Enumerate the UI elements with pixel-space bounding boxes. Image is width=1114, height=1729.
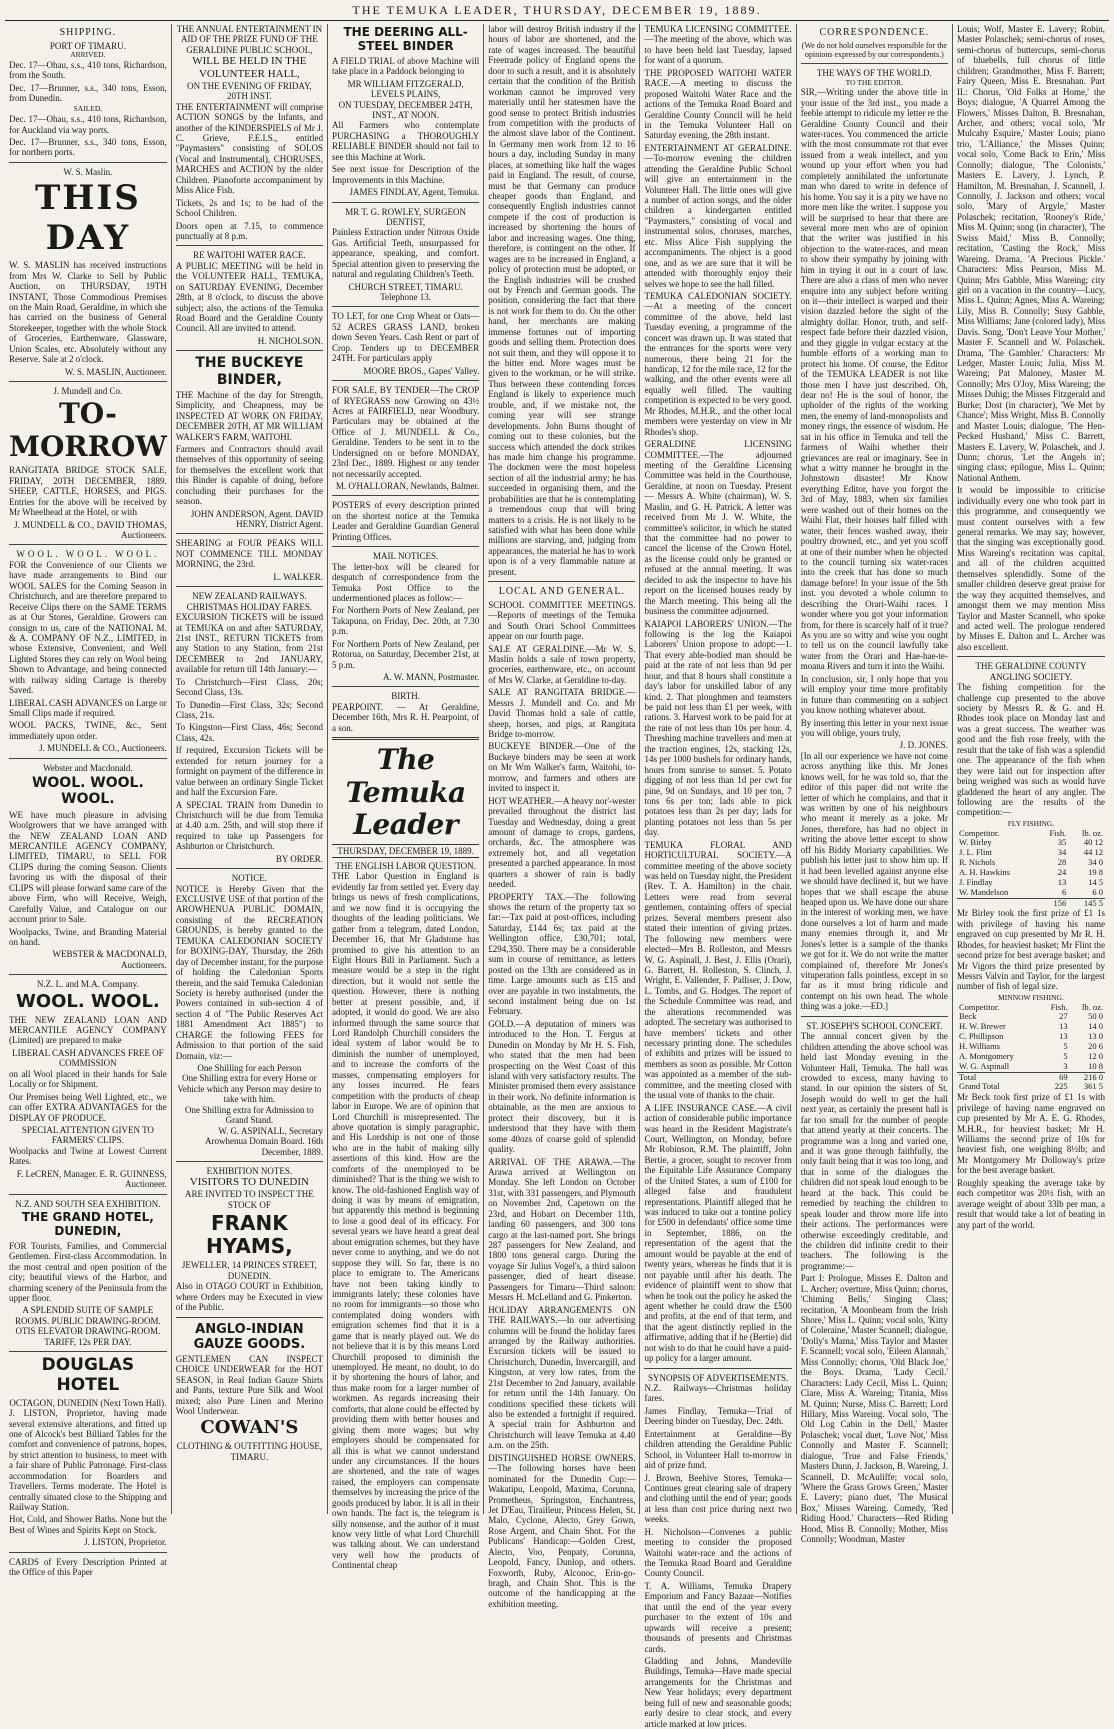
wool-packs: WOOL PACKS, TWINE, &c., Sent immediately upon order. — [9, 720, 167, 741]
webster-signature: WEBSTER & MACDONALD, Auctioneers. — [52, 949, 167, 970]
ways-heading: THE WAYS OF THE WORLD. — [816, 68, 932, 79]
table-cell: 5 — [1063, 1050, 1068, 1061]
table-header-cell: Fish. — [1050, 1001, 1068, 1012]
otago-court: Also in OTAGO COURT in Exhibition, where Orders may be Executed in view of the Public. — [175, 1281, 323, 1313]
synopsis-item: Entertainment at Geraldine—By children attending the Geraldine Public School, in Volunteer Hall to-morrow in aid of prize fund. — [644, 1428, 792, 1471]
nzlm-wool-heading: WOOL. WOOL. — [15, 990, 160, 1012]
table-cell: 44 12 — [1083, 847, 1103, 858]
rowley-heading: MR T. G. ROWLEY, SURGEON DENTIST, — [345, 206, 466, 227]
table-cell: R. Nichols — [958, 857, 996, 868]
table-cell: H. Williams — [958, 1041, 1000, 1051]
table-cell: 6 — [1061, 886, 1067, 897]
table-cell: 35 — [1057, 837, 1067, 848]
table-cell: C. Phillipson — [958, 1031, 1004, 1042]
christmas-fares-heading: CHRISTMAS HOLIDAY FARES. — [186, 601, 313, 612]
exhibition-notes-heading: EXHIBITION NOTES. — [206, 1165, 293, 1176]
programme: Part I: Prologue, Misses E. Dalton and L. Archer; overture, Miss Quinn; chorus, 'Chiming Bells,' Singing Class; recitation, 'A Moonbeam from the Irish Shore,' Miss L. Quinn; vocal solo, 'Kitty of Coleraine,' Master Scannell; dialogue, 'Dolly's Mama,' Miss Taylor and Master F. Scannell; vocal solo, 'Eileen Alannah,' Miss Connolly; chorus, 'Old Black Joe,' the Boys. Drama, 'Lady Cecil.' Characters: Lady Cecil, Miss L. Quinn; Clare, Miss A. Wareing; Titania, Miss M. Quinn; Nurse, Miss C. Barrett; Lord Hillary, Miss Wareing. Vocal solo, 'The Old Log Cabin in the Dell,' Master Polaschek; vocal duet, 'Love Not,' Miss Connolly and Master F. Scannell; dialogue, 'True and False Friends,' Masters Dunn, J. Jackson, B. Wareing, J. Scannell, D. McAuliffe; vocal solo, 'Where the Grass Grows Green,' Master E. Lavery; piano duet, 'The Musical Box,' Misses Wareing. Comedy, 'Red Riding Hood.' Characters—Red Riding Hood, Miss B. Connolly; Mother, Miss Connolly; Woodman, Master — [800, 1273, 948, 1545]
table-cell: 13 0 — [1088, 1031, 1103, 1042]
letter-body-3: By inserting this letter in your next issue you will oblige, yours truly, — [800, 717, 948, 738]
nzlm-ad-3: Our Premises being Well Lighted, etc., we can offer EXTRA ADVANTAGES for the DISPLAY OF PRODUCE. — [9, 1091, 167, 1123]
letter-signature: J. D. JONES. — [899, 740, 948, 751]
nzlm-ad: THE NEW ZEALAND LOAN AND MERCANTILE AGENCY COMPANY (Limited) are prepared to make — [9, 1014, 167, 1046]
table-header-row — [957, 1003, 1105, 1013]
mundell-heading: J. Mundell and Co. — [53, 386, 123, 397]
to-let-signature: MOORE BROS., Gapes' Valley. — [363, 365, 480, 376]
shipping-heading: SHIPPING. — [59, 27, 117, 38]
table-header-cell: Competitor. — [958, 827, 1000, 838]
waitohi-signature: H. NICHOLSON. — [257, 335, 323, 346]
exhibition-heading: N.Z. AND SOUTH SEA EXHIBITION. — [15, 1198, 161, 1209]
masthead: THE TEMUKA LEADER, THURSDAY, DECEMBER 19, 1889. — [5, 4, 1109, 21]
table-total-row — [957, 898, 1105, 908]
sailing-entry: Dec. 17—Brunner, s.s., 340 tons, Esson, for northern ports. — [9, 137, 167, 158]
fly-fishing-body: Mr Birley took the first prize of £1 1s with privilege of having his name engraved on cup presented by Mr R. H. Rhodes, for heaviest basket; Mr Flint the second prize for best average basket; and Mr Vigors the third prize presented by Messrs Valvin and Taylor, for the largest number of fish of legal size. — [956, 908, 1105, 992]
notice-body: NOTICE is Hereby Given that the EXCLUSIVE USE of that portion of the AROWHENUA PUBLIC DOMAIN, consisting of the RECREATION GROUNDS, is hereby granted to the TEMUKA CALEDONIAN SOCIETY for BOXING-DAY, Thursday, the 26th day of December instant, for the purpose of holding the Caledonian Sports therein, and the said Temuka Caledonian Society is hereby authorised (under the Powers contained in sub-section 4 of section 4 of "The Public Reserves Act 1881 Amendment Act 1885") to CHARGE the following FEES for Admission to that portion of the said Domain, viz:— — [175, 883, 323, 1061]
fare-dunedin: To Dunedin—First Class, 32s; Second Class, 21s. — [175, 699, 323, 721]
table-cell: 14 0 — [1088, 1021, 1103, 1032]
local-item: KAIAPOI LABORERS' UNION.—The following is the log the Kaiapoi Laborers' Union propose to adopt:—1. That every able-bodied man should be paid at the rate of not less than 9d per hour, and that 8 hours shall constitute a day's labor for unskilled labor of any kind. 2. That ploughmen and teamsters be paid not less than £1 per week, with rations. 3. Harvest work to be paid for at the rate of not less than 10s per hour. 4. Threshing machine travellers and men at the traction engines, 12s, stacking 12s, 14s per 1000 bushels for ordinary hands, hours from sunrise to sunset. 5. Potato digging of not less than 1d per cwt for pine, 9d on Sundays, and 10 per ton, 7 tons 6s per ton; lads able to pick potatoes less than 2s per day; lads for planting potatoes not less than 5s per day. — [644, 618, 792, 838]
fee-stand: One Shilling extra for Admission to Grand Stand. — [185, 1104, 314, 1126]
table-cell: W. Birley — [958, 837, 992, 848]
table-cell: J. Findlay — [958, 876, 993, 887]
angling-heading: THE GERALDINE COUNTY ANGLING SOCIETY. — [975, 661, 1087, 682]
mail-heading: MAIL NOTICES. — [373, 551, 439, 562]
synopsis-item: N.Z. Railways—Christmas holiday fares. — [644, 1383, 792, 1404]
table-cell: 24 — [1057, 866, 1067, 877]
local-item: ARRIVAL OF THE ARAWA.—The Arawa arrived at Wellington on Monday. She left London on October 31st, with 331 passengers, and Plymouth on November 2nd, Capetown on the 23rd, and Hobart on December 11th, landing 60 passengers, and 300 tons cargo at the last-named port. She brings 287 passengers for New Zealand, and 1800 tons general cargo. During the voyage Sir Julius Vogel's, a third saloon passenger, died of heart disease. Passengers for Timaru—Third saloon: Messrs H. McLelland and G. Pinkerton. — [488, 1156, 636, 1303]
synopsis-heading: SYNOPSIS OF ADVERTISEMENTS. — [647, 1372, 789, 1383]
local-item: GERALDINE LICENSING COMMITTEE.—The adjourned meeting of the Geraldine Licensing Committee was held in the Courthouse, Geraldine, at noon on Tuesday. Present — Messrs A. White (chairman), W. S. Maslin, and G. H. Patrick. A letter was received from Mr J. W. White, the committee's solicitor, in which he stated that the committee had no power to cancel the license of the Crown Hotel, as the license could only be granted or refused at the annual meeting. It was decided to ask the inspector to have his report on the licensed houses ready by the March meeting. This being all the business the committee adjourned. — [644, 439, 792, 617]
programme-remarks: It would be impossible to criticise individually every one who took part in this programme, and consequently we must content ourselves with a few general remarks. We may say, however, that the singing was exceptionally good. Miss Wareing's recitation was capital, and all of the children acquitted themselves splendidly. Some of the smaller children deserve great praise for the way they acquitted themselves, and amongst them we may mention Miss Taylor and Master Scannell, who spoke and acted well. The prologue rendered by Misses E. Dalton and L. Archer was also excellent. — [956, 485, 1105, 652]
local-general-heading: LOCAL AND GENERAL. — [498, 586, 625, 598]
nzlm-heading: N.Z. L. and M.A. Company. — [36, 979, 139, 990]
table-cell: 145 5 — [1083, 897, 1103, 908]
clothing-house: CLOTHING & OUTFITTING HOUSE, TIMARU. — [176, 1441, 323, 1462]
sailed-label: SAILED. — [73, 104, 103, 114]
table-cell: Total — [958, 1071, 977, 1082]
maslin-signature: W. S. MASLIN, Auctioneer. — [64, 366, 167, 377]
table-cell: W. Mandelson — [958, 886, 1009, 897]
editor-note: [In all our experience we have not come across anything like this. Mr Jones knows well, for he was told so, that the editor of this paper did not write the letter of which he complains, and that it was written by one of his neighbours who meant it merely as a joke. Mr Jones, therefore, has had no object in writing the above letter except to show off his Biddy Moriarty capabilities. We publish his letter just to show him up. If it had been levelled against anyone else we should have declined it, but we have hopes that we shall escape the abuse heaped upon us. We have done our share in the interest of working men, we have done ourselves a lot of harm and made many enemies through it, and Mr Jones's letter is a sample of the thanks we got for it. We do not write the matter complained of, therefore Mr Jones's vituperation falls pointless, except in so far as it must bring ridicule and contempt on his own head. The whole thing was a joke.—ED.] — [800, 750, 948, 1012]
local-item: TEMUKA CALEDONIAN SOCIETY.—At a meeting of the concert committee of the above, held last Tuesday evening, a programme of the concert was drawn up. It was stated that the entrances for the sports were very numerous, there being 21 for the handicap, 12 for the mile race, 12 for the walking, and the other events were all equally well filled. The vaulting competition is expected to be very good. Mr Rhodes, M.H.R., and the other local members were yesterday on view in Mr Rhodes's shop. — [644, 290, 792, 437]
annual-body: THE ENTERTAINMENT will comprise ACTION SONGS by the Infants, and another of the KINDERSPIELS of Mr J. C. Grieve, F.E.I.S., entitled "Paymasters" consisting of SOLOS (Vocal and Instrumental), CHORUSES, MARCHES and ACTION by the older Children. Pianoforte accompaniment by Miss Alice Fish. — [175, 101, 323, 196]
fare-christchurch: To Christchurch—First Class, 20s; Second Class, 13s. — [175, 676, 323, 698]
column-6 — [797, 24, 953, 1545]
douglas-hotel-ad: J. LISTON, Proprietor, having made several extensive alterations, and fitted up one of Alcock's best Billiard Tables for the comfort and convenience of patrons, hopes, by strict attention to business, to meet with a fair share of Public Patronage. First-class accommodation for Boarders and Travellers. Terms moderate. The Hotel is centrally situated close to the Shipping and Railway Station. — [9, 1408, 167, 1512]
tomorrow-heading: TO-MORROW — [9, 397, 167, 463]
table-header-cell: lb. oz. — [1081, 827, 1103, 838]
this-day-heading: THIS DAY — [34, 178, 141, 258]
angling-body: The fishing competition for the challenge cup presented to the above society by Messrs R. & G. and H. Rhodes took place on Monday last and was a great success. The weather was good and the fish rose freely, with the result that the take of fish was a splendid one. The appearance of the fish when they were laid out for inspection after being weighed was such as would have gladdened the heart of any angler. The following are the results of the competition:— — [956, 682, 1105, 818]
table-cell: 20 6 — [1088, 1041, 1103, 1051]
table-cell: 5 — [1063, 1041, 1068, 1051]
local-item: BUCKEYE BINDER.—One of the Buckeye binders may be seen at work on Mr Wm Walker's farm, Waitohi, to-morrow, and farmers and others are invited to inspect it. — [488, 741, 636, 794]
waitohi-heading: RE WAITOHI WATER RACE. — [193, 250, 306, 261]
local-item: GOLD.—A deputation of miners was introduced to the Hon. T. Fergus at Dunedin on Monday by Mr H. S. Fish, who stated that the men had been prospecting on the West Coast of this island with very satisfactory results. The Minister promised them every assistance in their work. No definite information is obtainable, as the men are anxious to protect their discovery, but it is understood that they have with them some 40ozs of coarse gold of splendid quality. — [488, 1018, 636, 1155]
minnow-fishing-table — [957, 1003, 1105, 1093]
local-item: THE PROPOSED WAITOHI WATER RACE.—A meeting to discuss the proposed Waitohi Water Race and the actions of the Temuka Road Board and Geraldine County Council will be held in the Temuka Volunteer Hall on Saturday evening, the 28th instant. — [644, 67, 792, 141]
notice-signature: W. G. ASPINALL, Secretary Arowhenua Domain Board. 16th December, 1889. — [205, 1125, 323, 1157]
anglo-indian-heading: ANGLO-INDIAN GAUZE GOODS. — [193, 1321, 306, 1352]
table-cell: H. W. Brewer — [958, 1021, 1006, 1032]
local-item: TEMUKA FLORAL AND HORTICULTURAL SOCIETY.—A committee meeting of the above society was held on Tuesday night, the President (Rev. T. A. Hamilton) in the chair. Letters were read from several gentlemen, containing offers of special prizes. Several members present also stated their intention of giving prizes. The following new members were elected—Mrs B. Rolleston, and Messrs W. G. Aspinall, J. Best, J. Ellis (Orari), G. Barrett, H. Rolleston, S. Clinch, J. Wright, E. Vallender, F. Palliser, J. Dow, L. Tombs, and G. Hodges. The report of the Schedule Committee was read, and the alterations recommended was adopted. The secretary was authorised to have members' tickets and other necessary printing done. The schedules of exhibits and prizes will be issued to members as soon as possible. Mr Cotton was appointed as a member of the sub-committee, and the meeting closed with the usual vote of thanks to the chair. — [644, 839, 792, 1101]
table-cell: 34 — [1057, 847, 1067, 858]
local-item: A LIFE INSURANCE CASE.—A civil action of considerable public importance was heard in the Resident Magistrate's Court, Wellington, on Monday, before Mr Robinson, R.M. The plaintiff, John Bertie, a grocer, sought to recover from the Equitable Life Assurance Company of the United States, a sum of £100 for alleged false and fraudulent representations. Plaintiff alleged that he was induced to take out a tontine policy for £500 in defendants' office some time in September, 1886, on the representation of the agent that the amount would be payable at the end of twenty years, whereas he finds that it is not payable until after his death. The evidence of plaintiff went to show that when he took out the policy he asked the agent whether he could draw the £500 and profits, at the end of that term, and that the agent distinctly replied in the affirmative, adding that if he (Bertie) did not wish to do that he could have a paid-up policy for a larger amount. — [644, 1102, 792, 1364]
grand-hotel-suite: A SPLENDID SUITE OF SAMPLE ROOMS. PUBLIC DRAWING-ROOM. OTIS ELEVATOR DRAWING-ROOM. — [14, 1305, 161, 1337]
mail-body-2: For Northern Ports of New Zealand, per Takapuna, on Friday, Dec. 20th, at 7.30 p.m. — [332, 605, 480, 637]
deering-signature: JAMES FINDLAY, Agent, Temuka. — [349, 187, 480, 198]
minnow-fishing-body: Mr Beck took first prize of £1 1s with privilege of having name engraved on cup presented by Mr A. E. G. Rhodes, M.H.R., for heaviest basket; Mr H. Williams the second prize of 10s for heaviest fish, one weighing 8½lb; and Mr Montgomery Mr Dolloway's prize for the best average basket. — [956, 1092, 1105, 1176]
table-header-cell: Fish. — [1049, 827, 1067, 838]
labor-editorial-continued: labor will destroy British industry if the hours of labor are shortened, and the rate of wages increased. The beautiful Freetrade policy of England opens the door to such a result, and it is absolutely certain that the condition of the British workman cannot be improved very materially until her statesmen have the good sense to protect British industries from competition with the products of the almost slave labor of the Continent. In Germany men work from 12 to 16 hours a day, including Sunday in many places, at something like half the wages paid in England. The result, of course, must be that Germany can produce cheaper goods than England, and consequently English industries cannot compete if the cost of production is increased by shortening the hours of labor and increasing wages. One thing, therefore, is contingent on the other. If wages are to be increased in England, a policy of protection must be adopted, or the English industries will be crushed out by French and German goods. The position, considering the fact that there is not work for them to do. On the other hand, her merchants are making immense fortunes out of importing goods and selling them. Protection does not suit them, and they will oppose it to the bitter end. More wages must be given to the workman, or he will strike. Thus between these contending forces England is likely to experience much trouble, and, if we mistake not, the coming year will see strange developments. John Burns thought of coming out to these colonies, but the success which attended the dock strikes has made him change his programme. The dockmen were the most hopeless section of all the industrial army; he has succeeded in organising them, and the probabilities are that he is contemplating a tremendous coup that will bring matters to a crisis. He is not likely to be satisfied with what has been done while millions are starving, and, judging from appearances, the material he has to work upon is of a very flammable nature at present. — [488, 24, 636, 577]
local-item: SALE AT GERALDINE.—Mr W. S. Maslin holds a sale of town property, groceries, earthenware, etc., on account of Mrs W. Clarke, at Geraldine to-day. — [488, 643, 636, 685]
anglo-indian-body: GENTLEMEN CAN INSPECT CHOICE UNDERWEAR for the HOT SEASON, in Real Indian Gauze Shirts and Pants, texture Pure Silk and Wool mixed; also Pure Linen and Merino Wool Underwear. — [175, 1353, 323, 1416]
dateline: THURSDAY, DECEMBER 19, 1889. — [332, 844, 479, 858]
correspondence-note: (We do not hold ourselves responsible for the opinions expressed by our correspondents.) — [801, 40, 947, 59]
synopsis-item: James Findlay, Temuka—Trial of Deering binder on Tuesday, Dec. 24th. — [644, 1405, 792, 1427]
table-cell: 3 — [1063, 1060, 1068, 1071]
labor-heading: THE ENGLISH LABOR QUESTION. — [335, 861, 476, 872]
minnow-fishing-heading: MINNOW FISHING. — [998, 992, 1064, 1002]
local-item: SCHOOL COMMITTEE MEETINGS.—Reports of meetings of the Temuka and South Orari School Committees appear on our fourth page. — [488, 599, 636, 642]
mundell-signature: J. MUNDELL & CO., DAVID THOMAS, Auctioneers. — [14, 519, 167, 541]
deering-name: MR WILLIAM FITZGERALD, LEVELS PLAINS, — [347, 78, 464, 100]
letter-body-2: In conclusion, sir, I only hope that you will employ your time more profitably in future than commenting on a subject you know nothing whatever about. — [800, 673, 948, 716]
local-item: DISTINGUISHED HORSE OWNERS.—The following horses have been nominated for the Dunedin Cup:—Wakatipu, Leopold, Maxima, Corunna, Prometheus, Springston, Enchantress, Jet D'Eau, Tirailleur, Princess Helen, St. Malo, Cyclone, Alecto, Grey Gown, Rose Argent, and Chain Shot. For the Publicans' Handicap:—Golden Crest, Alecto, Voo, Penpaty, Corunna, Leopold, Fancy, Dunlop, and others. Foxworth, Ruby, Alconoc, Erin-go-bragh, and Chain Shot. This is the outcome of the handicapping at the exhibition meeting. — [488, 1452, 636, 1609]
synopsis-item: T. A. Williams, Temuka Drapery Emporium and Fancy Bazaar—Notifies that until the end of the year every purchaser to the extent of 10s and upwards will receive a present; thousands of presents and Christmas cards. — [644, 1580, 792, 1654]
table-cell: 225 — [1054, 1081, 1068, 1092]
nzlm-packs: Woolpacks and Twine at Lowest Current Rates. — [9, 1145, 167, 1167]
shearing-notice: SHEARING at FOUR PEAKS WILL NOT COMMENCE TILL MONDAY MORNING, the 23rd. — [175, 538, 323, 570]
webster-ad: WE have much pleasure in advising Woolgrowers that we have arranged with the NEW ZEALAND LOAN AND MERCANTILE AGENCY COMPANY, LIMITED, TIMARU, to SELL FOR CLIPS during the coming Season. Clients favoring us with the disposal of their CLIPS will please forward same care of the above Firm, who will Receive, Weigh, Carefully Value, and Catalogue on our account prior to Sale. — [9, 809, 167, 925]
tariff: TARIFF, 12s PER DAY. — [44, 1336, 132, 1347]
deering-body-2: All Farmers who contemplate PURCHASING a THOROUGHLY RELIABLE BINDER should not fail to see this Machine at Work. — [332, 120, 480, 162]
synopsis-item: H. Nicholson—Convenes a public meeting to consider the proposed Waitohi water-race and the actions of the Temuka Road Board and Geraldine County Council. — [644, 1526, 792, 1579]
table-cell: 216 0 — [1083, 1071, 1103, 1082]
column-3 — [328, 24, 484, 1571]
deering-heading: THE DEERING ALL-STEEL BINDER — [343, 25, 468, 53]
nzlm-special: SPECIAL ATTENTION GIVEN TO FARMERS' CLIPS. — [21, 1124, 154, 1146]
buckeye-body-2: Farmers and Contractors should avail themselves of this opportunity of seeing for themselves the excellent work that this Binder is capable of doing, before concluding their purchases for the season. — [175, 443, 323, 507]
webster-wool-heading: WOOL. WOOL. WOOL. — [31, 775, 144, 808]
nzlm-advances: LIBERAL CASH ADVANCES FREE OF COMMISSION — [12, 1047, 164, 1069]
liberal-advances: LIBERAL CASH ADVANCES on Large or Small Clips made if required. — [9, 697, 167, 719]
table-cell: 13 — [1059, 1031, 1068, 1042]
sailing-entry: Dec. 17—Ohau, s.s., 410 tons, Richardson, for Auckland via way ports. — [9, 114, 167, 135]
nzlm-signature: F. LeCREN, Manager. E. R. GUINNESS, Auctioneer. — [16, 1168, 167, 1190]
cowans: COWAN'S — [200, 1417, 299, 1439]
posters-ad: POSTERS of every description printed on the shortest notice at the Temuka Leader and Geraldine Guardian General Printing Offices. — [332, 500, 480, 542]
fee-person: One Shilling for each Person — [197, 1063, 302, 1074]
notice-heading: NOTICE. — [231, 873, 267, 884]
wool-row: WOOL. WOOL. WOOL. — [16, 549, 160, 560]
table-cell: A. Montgomery — [958, 1050, 1014, 1061]
table-cell — [957, 898, 1038, 908]
table-cell: 28 — [1057, 857, 1067, 868]
local-item: HOT WEATHER.—A heavy nor'-wester prevailed throughout the district last Tuesday and Wednesday, doing a great amount of damage to crops, gardens, orchards, &c. The atmosphere was extremely hot, and all vegetation presented a parched appearance. In most quarters a shower of rain is badly needed. — [488, 795, 636, 890]
annual-held: WILL BE HELD IN THE VOLUNTEER HALL, — [192, 55, 307, 81]
local-item: SALE AT RANGITATA BRIDGE.—Messrs J. Mundell and Co. and Mr David Thomas hold a sale of cattle, sheep, horses, and pigs, at Rangitata Bridge to-morrow. — [488, 687, 636, 740]
table-cell: A. H. Hawkins — [958, 866, 1010, 877]
table-cell: 13 — [1059, 1021, 1068, 1032]
visitors-heading: VISITORS TO DUNEDIN — [189, 1176, 309, 1189]
webster-heading: Webster and Macdonald. — [43, 762, 133, 773]
table-cell: 34 0 — [1088, 857, 1103, 868]
buckeye-heading: THE BUCKEYE BINDER, — [195, 355, 304, 388]
to-the-editor: TO THE EDITOR. — [845, 77, 903, 87]
annual-date: ON THE EVENING OF FRIDAY, 20TH INST. — [187, 80, 312, 102]
table-cell: 27 — [1059, 1011, 1068, 1022]
table-cell: 6 0 — [1092, 886, 1103, 897]
correspondence-heading: CORRESPONDENCE. — [819, 27, 930, 38]
railways-heading: NEW ZEALAND RAILWAYS. — [192, 591, 307, 602]
by-order: BY ORDER. — [275, 853, 323, 864]
cards-ad: CARDS of Every Description Printed at the Office of this Paper — [9, 1556, 167, 1578]
table-cell: 156 — [1053, 897, 1067, 908]
table-cell: 40 12 — [1083, 837, 1103, 848]
table-row — [957, 1062, 1105, 1072]
annual-doors: Doors open at 7.15, to commence punctually at 8 p.m. — [175, 220, 323, 241]
deering-date: ON TUESDAY, DECEMBER 24TH, INST., AT NOON. — [338, 99, 473, 120]
arrival-entry: Dec. 17—Ohau, s.s., 410 tons, Richardson, from the South. — [9, 59, 167, 81]
table-cell: 14 5 — [1088, 876, 1103, 887]
mail-signature: A. W. MANN, Postmaster. — [382, 672, 480, 682]
for-sale-ad: FOR SALE, BY TENDER—The CROP of RYEGRASS now Growing on 43½ Acres at FAIRFIELD, near Woodbury. Particulars may be obtained at the Office of J. MUNDELL & Co., Geraldine. Tenders to be sent in to the Undersigned on or before MONDAY, 23rd Dec., 1889. Highest or any tender not necessarily accepted. — [332, 385, 480, 479]
table-cell: 12 0 — [1088, 1050, 1103, 1061]
table-cell: Grand Total — [958, 1081, 1000, 1092]
jeweller: JEWELLER, 14 PRINCES STREET, DUNEDIN. — [181, 1260, 317, 1281]
letter-body: SIR,—Writing under the above title in your issue of the 3rd inst., you made a feeble attempt to ridicule my letter re the Geraldine County Council and their water-races. You commenced the article with the most consummate rot that ever issued from a weak intellect, and you wound up your effort when you had completely annihilated the unfortunate man who dared to write in defence of his home. You say it is a pity we have no more men like the writer. I suppose you will be surprised to hear that there are several more men who are of opinion that the writer was justified in his objection to the water-races, and mean to show their sympathy by joining with him in trying it out in a court of law. There are also a class of men who never enquire into any subject before writing on it—their intellect is warped and their vision dazzled before the sight of the almighty dollar. Honor, truth, and self-respect fade before their dazzled vision, and they giggle in vulgar ecstacy at the humble efforts of a working man to protect his home. Of course, the Editor of the TEMUKA LEADER is not like those men I have just described. Oh, dear no! He is the soul of honor, the upholder of the rights of the working men, the enemy of land-monopolists and money rings, the essence of wisdom. He sat in his office in Temuka and tell the farmers of Waihi whether their grievances are real or imaginary. See in what a witty manner he brought in the Johnstown disaster! Mr Know everything Editor, have you forgot the 3rd of May, 1883, when six families were washed out of their homes on the Waihi Flat, their houses half filled with water, their fences washed away, their poultry drowned, etc., and yet you scoff at one of their number when he objected to the council turning six water-races into the creek that has done so much damage before! In your issue of the 5th inst. you devoted a whole column to describing the Orari-Waihi races. I wonder where you got your information from, for there is scarcely half of it true? As you are so witty and wise you ought to tell us on the council lawfully take water from the Orari and Hae-hae-te-moana Rivers and turn it into the Waihi. — [800, 87, 948, 672]
fee-horse: One Shilling extra for every Horse or Vehicle which any Person may desire to take with him. — [177, 1073, 322, 1105]
port-heading: PORT OF TIMARU. — [49, 40, 126, 51]
grand-hotel-ad: FOR Tourists, Families, and Commercial Gentlemen. First-class Accommodation. In the most central and open position of the city; beautiful views of the Harbor, and charming scenery of the Peninsula from the upper floor. — [9, 1240, 167, 1303]
douglas-hotel-baths: Hot, Cold, and Shower Baths. None but the Best of Wines and Spirits Kept on Stock. — [9, 1514, 167, 1535]
deering-body-3: See next issue for Description of the Improvements in this Machine. — [332, 164, 480, 185]
douglas-signature: J. LISTON, Proprietor. — [84, 1537, 167, 1548]
table-cell: W. G. Aspinall — [958, 1060, 1010, 1071]
birth-heading: BIRTH. — [391, 691, 420, 702]
column-2 — [172, 24, 328, 1514]
table-cell: 50 0 — [1088, 1011, 1103, 1022]
table-cell: 361 5 — [1083, 1081, 1103, 1092]
mundell-ad: RANGITATA BRIDGE STOCK SALE, FRIDAY, 20TH DECEMBER, 1889. SHEEP, CATTLE, HORSES, and PIGS. Entries for the above will be received by Mr Wheelhead at the Hotel, or with — [9, 465, 167, 518]
special-train: A SPECIAL TRAIN from Dunedin to Christchurch will be due from Temuka at 4.40 a.m. 25th, and will stop there if required to take up Passengers for Ashburton or Christchurch. — [175, 799, 323, 852]
to-let-ad: TO LET, for one Crop Wheat or Oats—52 ACRES GRASS LAND, broken down Seven Years. Cash Rent or part of Crop. Tenders up to DECEMBER 24TH. For particulars apply — [332, 311, 480, 364]
annual-heading: THE ANNUAL ENTERTAINMENT IN AID OF THE PRIZE FUND OF THE GERALDINE PUBLIC SCHOOL, — [176, 24, 323, 55]
fly-fishing-table — [957, 829, 1105, 909]
shearing-signature: L. WALKER. — [273, 571, 323, 582]
programme-continued: Louis; Wolf, Master E. Lavery; Robin, Master Polaschek; semi-chorus of roses, semi-chorus of buttercups, semi-chorus of bluebells, full chorus of little children; Grandmother, Miss F. Barrett; Fairy Queen, Miss E. Bresnahan. Part II.: Chorus, 'Old Folks at Home,' the Boys; dialogue, 'A Quarrel Among the Flowers,' Misses Dalton, B. Bresnahan, Archer, and others; vocal solo, 'Mr Mulcahy Esquire,' Master Louis; piano trio, 'L'Alliance,' the Misses Quinn; vocal solo, 'Come Back to Erin,' Miss Connolly; dialogue, 'The Colonists,' Masters E. Lavery, J. Lynch, P. Hamilton, M. Bresnahan, J. Scannell, J. Connolly, J. Jackson and others; vocal solo, 'Mary of Argyle,' Master Polaschek; recitation, 'Rooney's Ride,' Miss M. Quinn; song (in character), 'The Swiss Maid,' Miss B. Connolly; recitation, 'Casting the Rock,' Miss Wareing. Drama, 'A Precious Pickle.' Characters: Miss Pearson, Miss M. Quinn; Mrs Gabble, Miss Wareing; city girl on a vacation in the country—Lucy, Miss L. Quinn; Agnes, Miss A. Wareing; Lily, Miss B. Connolly; Susy Gabble, Miss Williams; Jane (colored lady), Miss Davis. Song, 'Don't Leave Your Mother,' Master F. Scannell and W. Polaschek. Drama, 'The Gambler.' Characters: Mr Ledger, Master Louis; Julia, Miss M. Wareing; Pat Maloney, Master M. Connolly; Mrs O'Joy, Miss Wareing; the Misses Duhig; the Misses Fitzgerald and Burke; Dost (in character), 'We Met by Chance'; Miss Wright, Miss B. Connolly and Master Louis; dialogue, 'The Hen-Pecked Husband,' Miss C. Barrett, Masters E. Lavery, W. Polaschek, and J. Dunn; chorus, 'Let the Angels in'; singing class; epilogue, Miss L. Quinn; National Anthem. — [956, 24, 1105, 483]
table-cell: 10 8 — [1088, 1060, 1103, 1071]
maslin-ad: W. S. MASLIN has received instructions from Mrs W. Clarke to Sell by Public Auction, on THURSDAY, 19TH INSTANT, Those Commodious Premises on the Main Road, Geraldine, in which she has carried on the business of General Storekeeper, together with the whole Stock of Groceries, Earthenware, Glassware, Union Scales, etc. Absolutely without any Reserve. Sale at 2 o'clock. — [9, 260, 167, 365]
table-header-cell: Competitor. — [958, 1001, 1000, 1012]
column-1 — [5, 24, 172, 1578]
synopsis-item: J. Brown, Beehive Stores, Temuka—Continues great clearing sale of drapery and clothing until the end of year; goods at less than cost price during next two weeks. — [644, 1472, 792, 1525]
rowley-address: CHURCH STREET, TIMARU. Telephone 13. — [348, 281, 463, 302]
labor-editorial: THE Labor Question in England is evidently far from settled yet. Every day brings us news of fresh complications, and we now find it is occupying the thoughts of the leading politicians. We gather from a telegram, dated London, December 16, that Mr Gladstone has promised to give his attention to an Eight Hours Bill in Parliament. Such a measure would be a step in the right direction, but it would not settle the question. However, there is nothing better at present possible, and, if adopted, it would do good. We are also informed through the same source that Lord Randolph Churchill considers the ideal system of labor would be to diminish the number of unemployed, and to increase the comforts of the masses, compensating employers for any losses incurred. He fears competition with the products of cheap labor in Europe. We are of opinion that Lord Churchill is misrepresented. The above quotation is simply paragraphic, and His Lordship is not one of those who are in the habit of making silly assertions of this kind. How are the comforts of the unemployed to be diminished? That is the thing we wish to know. The old-fashioned English way of doing it was by means of emigration, but apparently this method is beginning to lose a good deal of its efficacy. For several years we have heard a great deal about emigration schemes, but they have never come to anything, and we do not suppose they will. So far, there is no place to emigrate to. The Americans have not been taking kindly to immigrants lately; these colonies have no room for immigrants—so those who contemplated doing wonders with emigration schemes find that it is a game that is nearly played out. We do not believe that it is by this means Lord Churchill proposed to diminish the unemployed. He meant, no doubt, to do it by shortening the hours of labor, and thus make room for a larger number of workmen. As regards increasing their comforts, that alone could be effected by providing them with better houses and giving them more wages; but why employers should be compensated for all this is what we cannot understand under any circumstances. If the hours are shortened, and the rate of wages raised, the employers can compensate themselves by increasing the price of the goods produced by labor. It is all in their own hands. The fact is, the telegram is silly nonsense, and the author of it must know very little of what Lord Churchill was talking about. We can understand very well how the products of Continental cheap — [332, 871, 480, 1571]
mail-body-3: For Northern Ports of New Zealand, per Rotorua, on Saturday, December 21st, at 5 p.m. — [332, 638, 480, 670]
frank-hyams: FRANK HYAMS, — [206, 1211, 293, 1259]
railways-body-2: If required, Excursion Tickets will be extended for return journey for a fortnight on payment of the difference in value between an ordinary Single Ticket and half the Excursion Fare. — [175, 745, 323, 798]
douglas-hotel-subheading: OCTAGON, DUNEDIN (Next Town Hall). — [9, 1397, 167, 1408]
invited: ARE INVITED TO INSPECT THE STOCK OF — [184, 1189, 314, 1210]
wool-ad: FOR the Convenience of our Clients we have made arrangements to Bind our WOOL SALES for the Coming Season in Christchurch, and are therefore prepared to Receive Clips there on the SAME TERMS as at Our Stores, Geraldine. Growers can consign to us, care of the NATIONAL M. & A. COMPANY OF N.Z., LIMITED, in whose Extensive, Convenient, and Well Lighted Stores they can rely on Wool being Shown to Advantage, and being connected with railway siding Cartage is thereby Saved. — [9, 559, 167, 696]
arrived-label: ARRIVED. — [70, 50, 106, 60]
column-5 — [640, 24, 796, 1729]
deering-body: A FIELD TRIAL of above Machine will take place in a Paddock belonging to — [332, 55, 480, 77]
table-cell: Beck — [958, 1011, 977, 1022]
nzlm-ad-2: on all Wool placed in their hands for Sale Locally or for Shipment. — [9, 1068, 167, 1090]
local-item: ENTERTAINMENT AT GERALDINE.—To-morrow evening the children attending the Geraldine Public School will give an entertainment in the Volunteer Hall. The little ones will give a number of action songs, and the older children a kindergarten entitled "Paymasters," consisting of vocal and instrumental solos, choruses, marches, etc. Miss Alice Fish supplying the accompaniments. The object is a good one, and as we are sure that it will be attended with thoroughly enjoy their selves we hope to see the hall filled. — [644, 142, 792, 289]
railways-body: EXCURSION TICKETS will be issued at TEMUKA on and after SATURDAY, 21st INST., RETURN TICKETS from any Station to any Station, from 21st DECEMBER to 2nd JANUARY, available for return till 14th January:— — [175, 612, 323, 675]
column-7 — [953, 24, 1109, 1514]
mail-body: The letter-box will be cleared for despatch of correspondence from the Temuka Post Office to the undermentioned places as follow:— — [332, 561, 480, 603]
fare-kingston: To Kingston—First Class, 46s; Second Class, 42s. — [175, 722, 323, 743]
buckeye-signature: JOHN ANDERSON, Agent. DAVID HENRY, District Agent. — [190, 508, 323, 530]
waitohi-body: A PUBLIC MEETING will be held in the VOLUNTEER HALL, TEMUKA, on SATURDAY EVENING, December 28th, at 8 o'clock, to discuss the above subject; also, the actions of the Temuka Road Board and the Geraldine County Council. All are invited to attend. — [175, 260, 323, 334]
synopsis-item: Gladding and Johns, Mandeville Buildings, Temuka—Have made special arrangements for the Christmas and New Year holidays; every department being full of new and seasonable goods; early desire to clear stock, and every article marked at low prices. — [644, 1655, 792, 1729]
grand-hotel-heading: THE GRAND HOTEL, DUNEDIN, — [21, 1210, 154, 1238]
minnow-fishing-body-2: Roughly speaking the average take by each competitor was 20½ fish, with an average weight of about 33lb per man, a result that would take a lot of beating in any part of the world. — [956, 1177, 1105, 1230]
annual-tickets: Tickets, 2s and 1s; to be had of the School Children. — [175, 197, 323, 219]
for-sale-signature: M. O'HALLORAN, Newlands, Balmer. — [335, 481, 480, 491]
webster-packs: Woolpacks, Twine, and Branding Material on hand. — [9, 926, 167, 947]
local-item: HOLIDAY ARRANGEMENTS ON THE RAILWAYS.—In our advertising columns will be found the holiday fares arranged by the Railway authorities. Excursion tickets will be issued to Christchurch, Dunedin, Invercargill, and Kingston, at very low rates, from the 21st December to 2nd January, available for return until the 14th January. On conditions specified these tickets will also be extended a fortnight if required. A special train for Ashburton and Christchurch will leave Temuka at 4.40 a.m. on the 25th. — [488, 1304, 636, 1451]
table-cell: 19 8 — [1088, 866, 1103, 877]
local-item: TEMUKA LICENSING COMMITTEE.—The meeting of the above, which was to have been held last Tuesday, lapsed for want of a quorum. — [644, 24, 792, 66]
st-joseph-heading: ST. JOSEPH'S SCHOOL CONCERT. — [806, 1020, 943, 1031]
table-cell: J. L. Flint — [958, 847, 992, 858]
douglas-hotel-heading: DOUGLAS HOTEL — [41, 1355, 135, 1395]
arrival-entry: Dec. 17—Brunner, s.s., 340 tons, Esson, from Dunedin. — [9, 82, 167, 104]
table-cell: 13 — [1057, 876, 1067, 887]
buckeye-body: THE Machine of the day for Strength, Simplicity, and Cheapness, may be INSPECTED AT WORK ON FRIDAY, DECEMBER 20TH, AT MR WILLIAM WALKER'S FARM, WAITOHI. — [175, 389, 323, 442]
birth-body: PEARPOINT. — At Geraldine, December 16th, Mrs R. H. Pearpoint, of a son. — [332, 701, 480, 733]
table-row — [957, 888, 1105, 898]
table-cell: 69 — [1059, 1071, 1068, 1082]
table-header-cell: lb. oz. — [1081, 1001, 1103, 1012]
wool-signature: J. MUNDELL & CO., Auctioneers. — [39, 743, 167, 754]
newspaper-title: The Temuka Leader — [345, 743, 466, 842]
st-joseph-body: The annual concert given by the children attending the above school was held last Monday evening in the Volunteer Hall, Temuka. The hall was crowded to excess, many having to stand. In our opinion the sisters of St. Joseph would do well to get the hall next year, as certainly the present hall is far too small for the number of people that attend yearly at their concerts. The programme was a long and varied one, and it was gone through faithfully, the only fault being that it was too long, and that in some of the dialogues the children did not speak loud enough to be heard at the back. This could be remedied by teaching the children to speak louder and throw more life into their actions. The performances were otherwise exceedingly creditable, and the children did infinite credit to their teachers. The following is the programme:— — [800, 1031, 948, 1271]
table-grand-total-row — [957, 1082, 1105, 1092]
fly-fishing-heading: FLY FISHING. — [1007, 818, 1055, 828]
local-item: PROPERTY TAX.—The following shows the return of the property tax so far:—Tax paid at post-offices, including Saturday, £144 6s; tax paid at the Wellington office, £30,701; total, £294,350. There may be a considerable sum in course of remittance, as letters posted on the 13th are considered as in time. Large amounts such as £15 and over are payable in two instalments, the second instalment being due on 1st February. — [488, 891, 636, 1017]
maslin-heading: W. S. Maslin. — [63, 166, 113, 177]
rowley-body: Painless Extraction under Nitrous Oxide Gas. Artificial Teeth, unsurpassed for appearance, speaking, and comfort. Special attention given to preserving the natural and regulating Children's Teeth. — [332, 227, 480, 280]
column-4 — [484, 24, 640, 1609]
